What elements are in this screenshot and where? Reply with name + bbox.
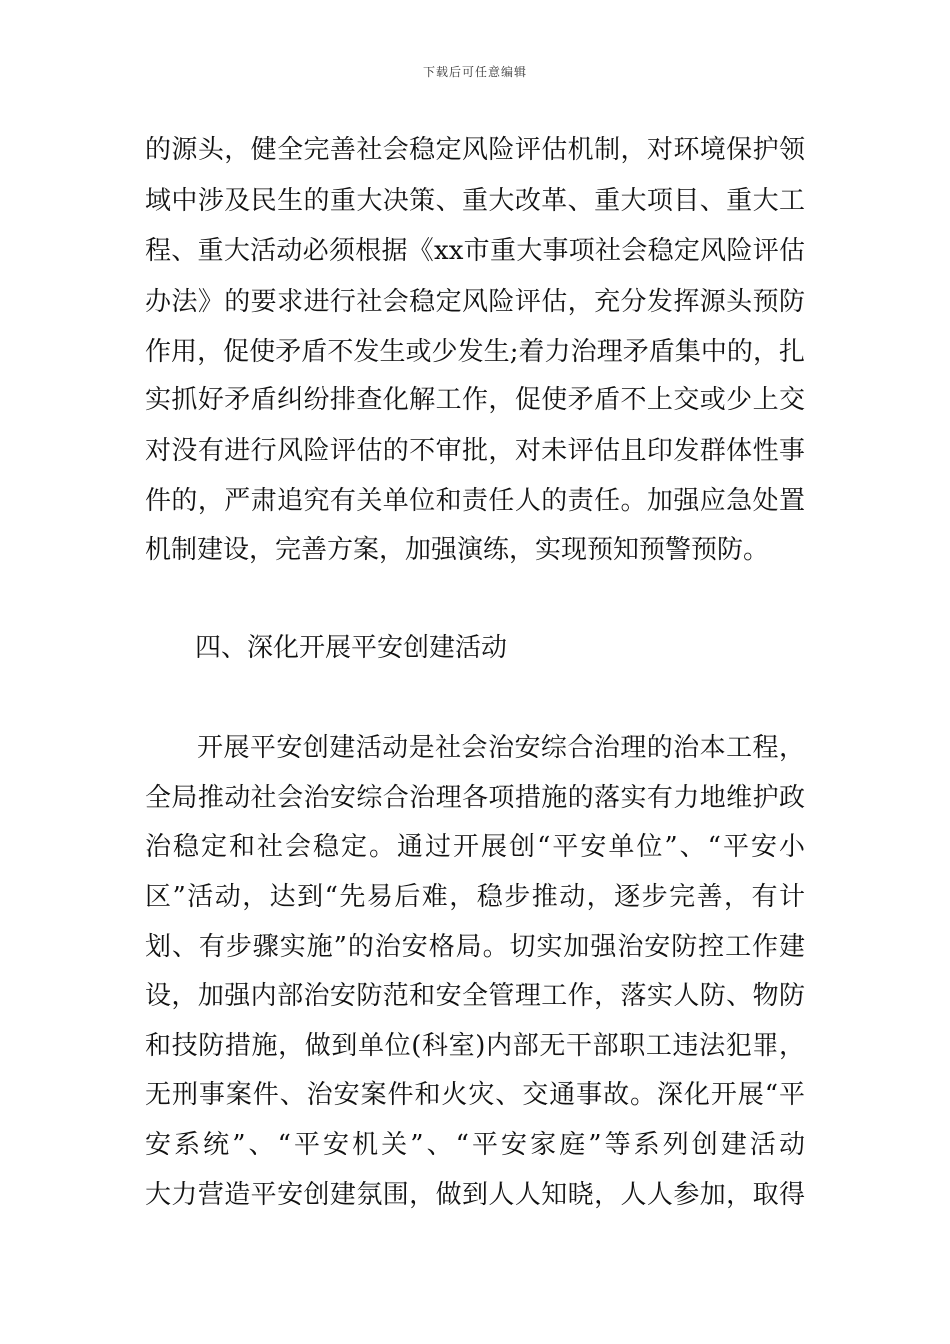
paragraph-line: 机制建设，完善方案，加强演练，实现预知预警预防。 [145,535,770,565]
paragraph-line: 件的，严肃追究有关单位和责任人的责任。加强应急处置 [145,486,805,516]
paragraph-line: 划、有步骤实施”的治安格局。切实加强治安防控工作建 [145,932,805,962]
paragraph-line: 无刑事案件、治安案件和火灾、交通事故。深化开展“平 [145,1080,805,1110]
paragraph-line: 安系统”、“平安机关”、“平安家庭”等系列创建活动 [145,1130,805,1160]
paragraph-line: 域中涉及民生的重大决策、重大改革、重大项目、重大工 [145,186,805,216]
paragraph-line: 设，加强内部治安防范和安全管理工作，落实人防、物防 [145,981,805,1011]
paragraph-line: 区”活动，达到“先易后难，稳步推动，逐步完善，有计 [145,882,805,912]
paragraph-line: 全局推动社会治安综合治理各项措施的落实有力地维护政 [145,783,805,813]
section-heading: 四、深化开展平安创建活动 [195,633,508,663]
paragraph-line: 的源头，健全完善社会稳定风险评估机制，对环境保护领 [145,135,805,165]
paragraph-line: 办法》的要求进行社会稳定风险评估，充分发挥源头预防 [145,287,805,317]
paragraph-line: 实抓好矛盾纠纷排查化解工作，促使矛盾不上交或少上交 [145,385,805,415]
paragraph-line: 对没有进行风险评估的不审批，对未评估且印发群体性事 [145,436,805,466]
paragraph-line: 和技防措施，做到单位(科室)内部无干部职工违法犯罪， [145,1031,805,1061]
paragraph-line: 大力营造平安创建氛围，做到人人知晓，人人参加，取得 [145,1180,805,1210]
page-header: 下载后可任意编辑 [422,65,527,79]
paragraph-line: 程、重大活动必须根据《xx市重大事项社会稳定风险评估 [145,236,805,266]
paragraph-line: 治稳定和社会稳定。通过开展创“平安单位”、“平安小 [145,832,805,862]
paragraph-line: 开展平安创建活动是社会治安综合治理的治本工程， [197,733,805,763]
paragraph-line: 作用，促使矛盾不发生或少发生;着力治理矛盾集中的，扎 [145,337,805,367]
